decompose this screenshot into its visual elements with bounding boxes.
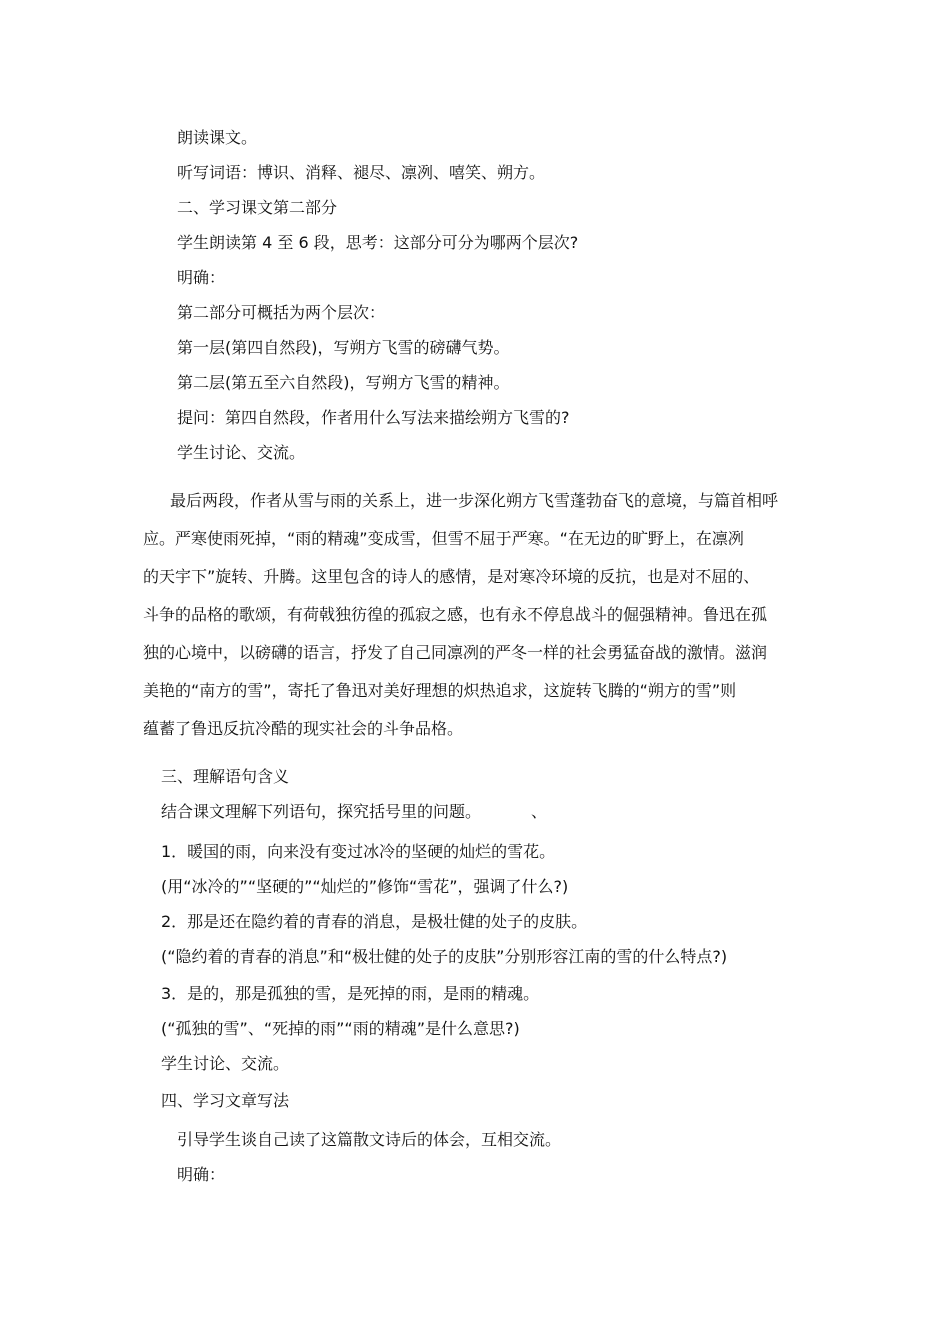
section-heading-2: 二、学习课文第二部分: [177, 198, 338, 217]
sentence-1: 1．暖国的雨，向来没有变过冰冷的坚硬的灿烂的雪花。: [161, 842, 556, 861]
sentence-3-question: (“孤独的雪”、“死掉的雨”“雨的精魂”是什么意思?): [161, 1019, 520, 1038]
text-line-clear-1: 明确：: [177, 268, 226, 287]
stray-mark: 、: [531, 802, 548, 821]
text-line-read-aloud: 朗读课文。: [177, 128, 258, 147]
paragraph-line: 美艳的“南方的雪”，寄托了鲁迅对美好理想的炽热追求，这旋转飞腾的“朔方的雪”则: [143, 681, 737, 700]
section-heading-4: 四、学习文章写法: [161, 1091, 290, 1110]
text-line-layer-1: 第一层(第四自然段)，写朔方飞雪的磅礴气势。: [177, 338, 510, 357]
paragraph-line: 最后两段，作者从雪与雨的关系上，进一步深化朔方飞雪蓬勃奋飞的意境，与篇首相呼: [170, 491, 779, 510]
text-line-dictation: 听写词语：博识、消释、褪尽、凛冽、嘻笑、朔方。: [177, 163, 546, 182]
paragraph-line: 独的心境中，以磅礴的语言，抒发了自己同凛冽的严冬一样的社会勇猛奋战的激情。滋润: [143, 643, 768, 662]
section-heading-3: 三、理解语句含义: [161, 767, 290, 786]
text-line-guide: 引导学生谈自己读了这篇散文诗后的体会，互相交流。: [177, 1130, 562, 1149]
text-line-layer-2: 第二层(第五至六自然段)，写朔方飞雪的精神。: [177, 373, 510, 392]
paragraph-line: 应。严寒使雨死掉，“雨的精魂”变成雪，但雪不屈于严寒。“在无边的旷野上，在凛冽: [143, 529, 744, 548]
text-line-discuss-1: 学生讨论、交流。: [177, 443, 306, 462]
paragraph-line: 斗争的品格的歌颂，有荷戟独彷徨的孤寂之感，也有永不停息战斗的倔强精神。鲁迅在孤: [143, 605, 768, 624]
text-line-question-layers: 学生朗读第 4 至 6 段，思考：这部分可分为哪两个层次?: [177, 233, 579, 252]
paragraph-line: 的天宇下”旋转、升腾。这里包含的诗人的感情，是对寒冷环境的反抗，也是对不屈的、: [143, 567, 760, 586]
sentence-2-question: (“隐约着的青春的消息”和“极壮健的处子的皮肤”分别形容江南的雪的什么特点?): [161, 947, 728, 966]
text-line-task-intro: 结合课文理解下列语句，探究括号里的问题。: [161, 802, 482, 821]
sentence-3: 3．是的，那是孤独的雪，是死掉的雨，是雨的精魂。: [161, 984, 540, 1003]
text-line-clear-2: 明确：: [177, 1165, 226, 1184]
sentence-2: 2．那是还在隐约着的青春的消息，是极壮健的处子的皮肤。: [161, 912, 588, 931]
text-line-question-method: 提问：第四自然段，作者用什么写法来描绘朔方飞雪的?: [177, 408, 570, 427]
paragraph-line: 蕴蓄了鲁迅反抗冷酷的现实社会的斗争品格。: [143, 719, 464, 738]
sentence-1-question: (用“冰冷的”“坚硬的”“灿烂的”修饰“雪花”，强调了什么?): [161, 877, 569, 896]
analysis-paragraph: [143, 482, 813, 748]
text-line-discuss-2: 学生讨论、交流。: [161, 1054, 290, 1073]
text-line-layers-summary: 第二部分可概括为两个层次：: [177, 303, 386, 322]
